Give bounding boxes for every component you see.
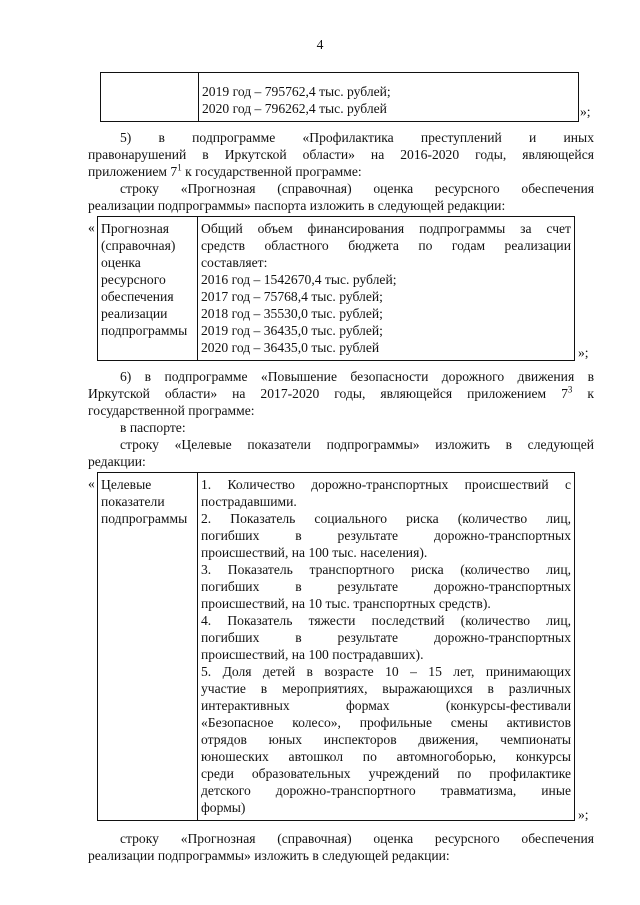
indicators-label-line: показатели — [101, 494, 165, 509]
indicators-label-line: Целевые — [101, 477, 152, 492]
indicator-line: погибших в результате дорожно-транспортных — [201, 579, 571, 594]
top-table-label-cell — [101, 73, 199, 122]
indicator-line: юношеских автошкол по автомногоборью, конкурсы — [201, 749, 571, 764]
indicator-line: происшествий, на 100 пострадавших). — [201, 647, 424, 662]
resource-value-line: 2018 год – 35530,0 тыс. рублей; — [201, 306, 383, 321]
final-line-1: строку «Прогнозная (справочная) оценка ресурсного обеспечения — [120, 831, 594, 846]
indicator-line: происшествий, на 10 тыс. транспортных средств). — [201, 596, 491, 611]
item5-sup: 1 — [177, 162, 182, 173]
item5-line-2: правонарушений в Иркутской области» на 2016-2020 годы, являющейся — [88, 147, 594, 162]
indicator-line: 1. Количество дорожно-транспортных происшествий с — [201, 477, 571, 492]
resource-value-line: 2019 год – 36435,0 тыс. рублей; — [201, 323, 383, 338]
resource-table — [97, 216, 575, 361]
item5-instruction-1: строку «Прогнозная (справочная) оценка ресурсного обеспечения — [120, 181, 594, 196]
item5-line-1: 5) в подпрограмме «Профилактика преступлений и иных — [120, 130, 594, 145]
resource-value-line: средств областного бюджета по годам реализации — [201, 238, 571, 253]
indicators-label-line: подпрограммы — [101, 511, 188, 526]
indicator-line: 3. Показатель транспортного риска (количество лиц, — [201, 562, 571, 577]
item5-line-3 — [88, 163, 594, 180]
indicator-line: «Безопасное колесо», профильные смены активистов — [201, 715, 571, 730]
item5-instruction-2: реализации подпрограммы» паспорта изложить в следующей редакции: — [88, 198, 506, 213]
item6-line-6: редакции: — [88, 454, 146, 469]
indicator-line: отрядов юных инспекторов движения, чемпионаты — [201, 732, 571, 747]
final-line-2: реализации подпрограммы» изложить в следующей редакции: — [88, 848, 450, 863]
resource-value-line: 2017 год – 75768,4 тыс. рублей; — [201, 289, 383, 304]
indicator-line: 4. Показатель тяжести последствий (количество лиц, — [201, 613, 571, 628]
table3-open-quote: « — [88, 476, 95, 491]
indicators-label-cell — [98, 473, 198, 821]
resource-value-line: 2020 год – 36435,0 тыс. рублей — [201, 340, 380, 355]
table2-close-quote: »; — [578, 345, 589, 360]
indicators-table — [97, 472, 575, 821]
top-table — [100, 72, 579, 122]
indicator-line: погибших в результате дорожно-транспортных — [201, 528, 571, 543]
resource-label-line: ресурсного — [101, 272, 166, 287]
resource-label-line: оценка — [101, 255, 141, 270]
top-table-row: 2020 год – 796262,4 тыс. рублей — [202, 101, 387, 116]
indicator-line: 2. Показатель социального риска (количество лиц, — [201, 511, 571, 526]
resource-label-line: обеспечения — [101, 289, 174, 304]
indicator-line: 5. Доля детей в возрасте 10 – 15 лет, принимающих — [201, 664, 571, 679]
indicator-line: интерактивных формах (конкурсы-фестивали — [201, 698, 571, 713]
resource-label-cell — [98, 217, 198, 361]
item6-line-2-tail: к — [572, 386, 594, 401]
resource-label-line: подпрограммы — [101, 323, 188, 338]
page-number: 4 — [316, 37, 324, 52]
resource-label-line: Прогнозная — [101, 221, 169, 236]
item5-line-3-head: приложением 7 — [88, 164, 178, 179]
resource-label-line: (справочная) — [101, 238, 176, 253]
indicators-value-cell — [198, 473, 575, 821]
item6-sup: 3 — [567, 384, 573, 395]
indicator-line: участие в мероприятиях, выражающихся в различных — [201, 681, 571, 696]
table3-close-quote: »; — [578, 807, 589, 822]
resource-value-line: 2016 год – 1542670,4 тыс. рублей; — [201, 272, 397, 287]
item6-line-4: в паспорте: — [120, 420, 186, 435]
table2-open-quote: « — [88, 220, 95, 235]
item6-line-2 — [88, 385, 594, 402]
item6-line-3: государственной программе: — [88, 403, 255, 418]
indicator-line: детского дорожно-транспортного травматизма, иные — [201, 783, 571, 798]
top-table-value-cell — [199, 73, 579, 122]
indicator-line: пострадавшими. — [201, 494, 297, 509]
item5-line-3-tail: к государственной программе: — [181, 164, 362, 179]
indicator-line: происшествий, на 100 тыс. населения). — [201, 545, 428, 560]
resource-label-line: реализации — [101, 306, 168, 321]
resource-value-line: Общий объем финансирования подпрограммы за счет — [201, 221, 571, 236]
item6-line-1: 6) в подпрограмме «Повышение безопасности дорожного движения в — [120, 369, 594, 384]
top-table-close-quote: »; — [580, 104, 591, 119]
resource-value-cell — [198, 217, 575, 361]
indicator-line: погибших в результате дорожно-транспортных — [201, 630, 571, 645]
indicator-line: среди образовательных учреждений по профилактике — [201, 766, 571, 781]
resource-value-line: составляет: — [201, 255, 268, 270]
item6-line-5: строку «Целевые показатели подпрограммы» изложить в следующей — [120, 437, 594, 452]
item6-line-2-head: Иркутской области» на 2017-2020 годы, являющейся приложением 7 — [88, 386, 568, 401]
indicator-line: формы) — [201, 800, 246, 815]
top-table-row: 2019 год – 795762,4 тыс. рублей; — [202, 84, 391, 99]
